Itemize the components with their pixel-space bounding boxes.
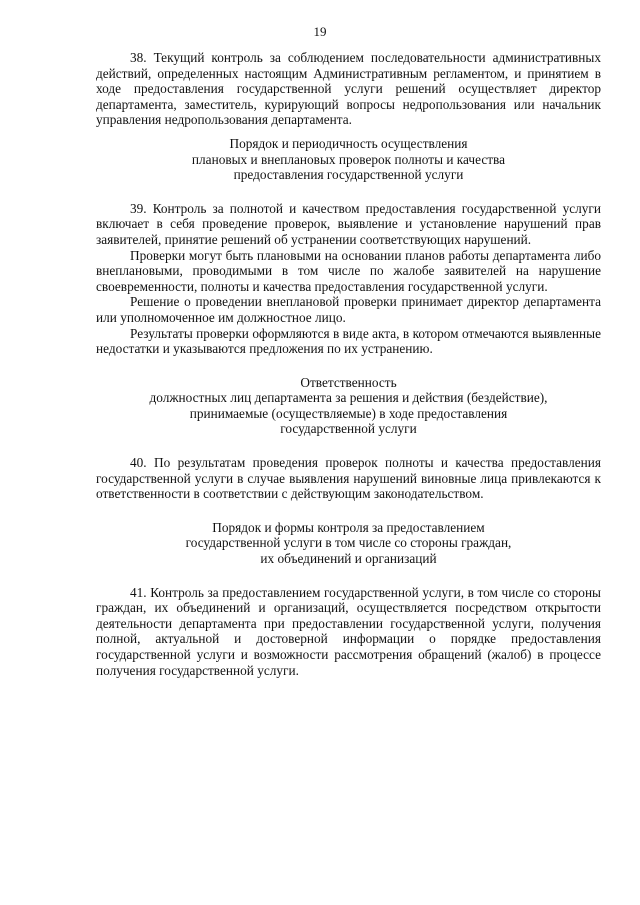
heading-line: Порядок и периодичность осуществления (229, 135, 468, 151)
heading-inspections (96, 136, 601, 183)
heading-line: государственной услуги в том числе со стороны граждан, (185, 535, 512, 551)
heading-responsibility (96, 375, 601, 437)
heading-line: плановых и внеплановых проверок полноты и качества (191, 151, 506, 167)
paragraph-40: 40. По результатам проведения проверок полноты и качества предоставления государственной услуги в случае выявления нарушений виновные лица привлекаются к ответственности в соответствии с действующим законодательством. (96, 455, 601, 502)
heading-control-forms (96, 520, 601, 567)
paragraph-39-results: Результаты проверки оформляются в виде акта, в котором отмечаются выявленные недостатки и указываются предложения по их устранению. (96, 325, 601, 357)
paragraph-39-inspections: Проверки могут быть плановыми на основании планов работы департамента либо внеплановыми, проводимыми в том числе по жалобе заявителей на нарушение своевременности, полноты и качества предоставления государственной услуги. (96, 247, 601, 294)
heading-line: государственной услуги (280, 421, 417, 437)
heading-line: должностных лиц департамента за решения и действия (бездействие), (149, 390, 548, 406)
heading-line: Порядок и формы контроля за предоставлением (212, 519, 485, 535)
heading-line: принимаемые (осуществляемые) в ходе предоставления (189, 405, 508, 421)
paragraph-39-decision: Решение о проведении внеплановой проверки принимает директор департамента или уполномоченное им должностное лицо. (96, 294, 601, 325)
document-body (96, 50, 601, 678)
heading-line: их объединений и организаций (260, 551, 437, 567)
heading-line: предоставления государственной услуги (233, 167, 464, 183)
paragraph-39: 39. Контроль за полнотой и качеством предоставления государственной услуги включает в себя проведение проверок, выявление и установление нарушений прав заявителей, принятие решений об устранении соответствующих нарушений. (96, 200, 601, 247)
page-number: 19 (313, 24, 327, 39)
paragraph-41: 41. Контроль за предоставлением государственной услуги, в том числе со стороны граждан, их объединений и организаций, осуществляется посредством открытости деятельности департамента при предоставлении государственной услуги, получения полной, актуальной и достоверной информации о порядке предоставления государственной услуги и возможности рассмотрения обращений (жалоб) в процессе получения государственной услуги. (96, 584, 601, 678)
heading-line: Ответственность (300, 374, 397, 390)
paragraph-38: 38. Текущий контроль за соблюдением последовательности административных действий, определенных настоящим Административным регламентом, и принятием в ходе предоставления государственной услуги решений осуществляет директор департамента, заместитель, курирующий вопросы недропользования или начальник управления недропользования департамента. (96, 50, 601, 128)
